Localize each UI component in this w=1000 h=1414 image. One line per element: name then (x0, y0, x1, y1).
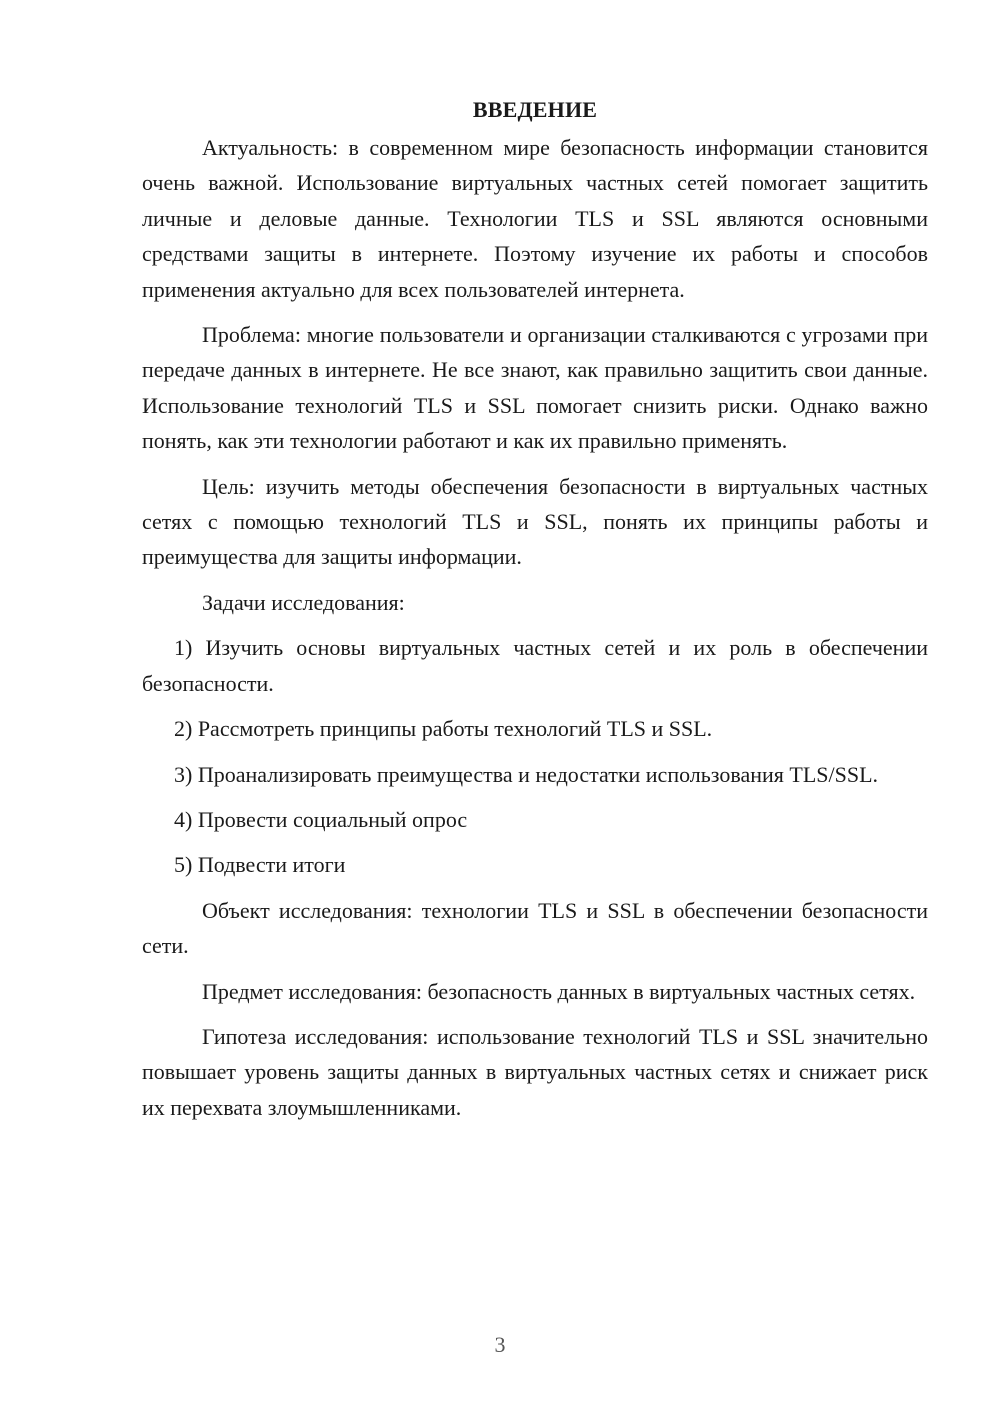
list-item: 2) Рассмотреть принципы работы технологий TLS и SSL. (174, 716, 713, 742)
list-item: 3) Проанализировать преимущества и недостатки использования TLS/SSL. (174, 761, 879, 787)
paragraph-goal: Цель: изучить методы обеспечения безопасности в виртуальных частных сетях с помощью технологий TLS и SSL, понять их принципы работы и преимущества для защиты информации. (142, 473, 928, 570)
paragraph-relevance: Актуальность: в современном мире безопасность информации становится очень важной. Использование виртуальных частных сетей помогает защитить личные и деловые данные. Технологии TLS и SSL являются основными средствами защиты в интернете. Поэтому изучение их работы и способов применения актуально для всех пользователей интернета. (142, 135, 928, 302)
page-number: 3 (494, 1332, 506, 1357)
paragraph-object: Объект исследования: технологии TLS и SSL в обеспечении безопасности сети. (142, 897, 928, 959)
paragraph-tasks-intro: Задачи исследования: (202, 589, 405, 615)
paragraph-subject: Предмет исследования: безопасность данных в виртуальных частных сетях. (202, 978, 916, 1004)
paragraph-problem: Проблема: многие пользователи и организации сталкиваются с угрозами при передаче данных в интернете. Не все знают, как правильно защитить свои данные. Использование технологий TLS и SSL помогает снизить риски. Однако важно понять, как эти технологии работают и как их правильно применять. (142, 322, 928, 454)
tasks-list (142, 630, 928, 882)
paragraph-hypothesis: Гипотеза исследования: использование технологий TLS и SSL значительно повышает уровень защиты данных в виртуальных частных сетях и снижает риск их перехвата злоумышленниками. (142, 1023, 928, 1120)
list-item: 4) Провести социальный опрос (174, 806, 468, 832)
page-title: ВВЕДЕНИЕ (472, 97, 598, 122)
list-item: 5) Подвести итоги (174, 852, 346, 878)
list-item: 1) Изучить основы виртуальных частных сетей и их роль в обеспечении безопасности. (142, 635, 928, 696)
document-page (142, 92, 928, 1135)
